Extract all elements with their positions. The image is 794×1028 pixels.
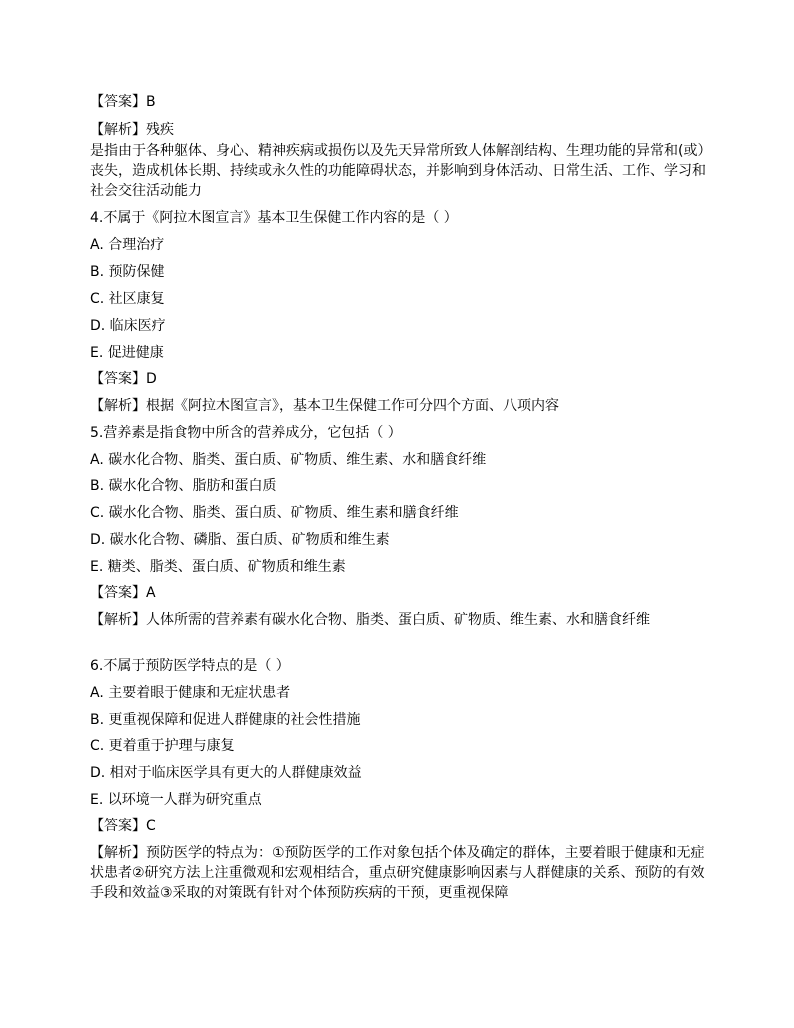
q4-option-d: D. 临床医疗: [90, 318, 166, 334]
analysis-q6: 【解析】预防医学的特点为：①预防医学的工作对象包括个体及确定的群体，主要着眼于健康和无症状患者②研究方法上注重微观和宏观相结合，重点研究健康影响因素与人群健康的关系、预防的有效手段和效益③采取的对策既有针对个体预防疾病的干预，更重视保障: [90, 845, 705, 901]
analysis-q4: 【解析】根据《阿拉木图宣言》，基本卫生保健工作可分四个方面、八项内容: [90, 398, 559, 414]
analysis-title-q3: 【解析】残疾: [90, 122, 174, 138]
q6-option-b: B. 更重视保障和促进人群健康的社会性措施: [90, 712, 361, 728]
q4-option-c: C. 社区康复: [90, 291, 165, 307]
analysis-q5: 【解析】人体所需的营养素有碳水化合物、脂类、蛋白质、矿物质、维生素、水和膳食纤维: [90, 612, 650, 628]
q4-option-a: A. 合理治疗: [90, 237, 165, 253]
q5-option-e: E. 糖类、脂类、蛋白质、矿物质和维生素: [90, 559, 346, 575]
q4-option-b: B. 预防保健: [90, 264, 165, 280]
answer-q3: 【答案】B: [90, 94, 156, 110]
question-6: 6.不属于预防医学特点的是（ ）: [90, 658, 290, 674]
q5-option-d: D. 碳水化合物、磷脂、蛋白质、矿物质和维生素: [90, 532, 390, 548]
q5-option-b: B. 碳水化合物、脂肪和蛋白质: [90, 478, 277, 494]
q4-option-e: E. 促进健康: [90, 345, 164, 361]
q6-option-c: C. 更着重于护理与康复: [90, 738, 235, 754]
q6-option-e: E. 以环境一人群为研究重点: [90, 792, 262, 808]
q5-option-a: A. 碳水化合物、脂类、蛋白质、矿物质、维生素、水和膳食纤维: [90, 452, 487, 468]
q6-option-a: A. 主要着眼于健康和无症状患者: [90, 685, 291, 701]
answer-q5: 【答案】A: [90, 585, 156, 601]
q5-option-c: C. 碳水化合物、脂类、蛋白质、矿物质、维生素和膳食纤维: [90, 505, 459, 521]
q6-option-d: D. 相对于临床医学具有更大的人群健康效益: [90, 765, 362, 781]
question-5: 5.营养素是指食物中所含的营养成分，它包括（ ）: [90, 425, 402, 441]
question-4: 4.不属于《阿拉木图宣言》基本卫生保健工作内容的是（ ）: [90, 210, 458, 226]
answer-q4: 【答案】D: [90, 371, 157, 387]
analysis-text-q3: 是指由于各种躯体、身心、精神疾病或损伤以及先天异常所致人体解剖结构、生理功能的异常和(或）丧失，造成机体长期、持续或永久性的功能障碍状态，并影响到身体活动、日常生活、工作、学习和社会交往活动能力: [90, 143, 706, 199]
answer-q6: 【答案】C: [90, 818, 156, 834]
